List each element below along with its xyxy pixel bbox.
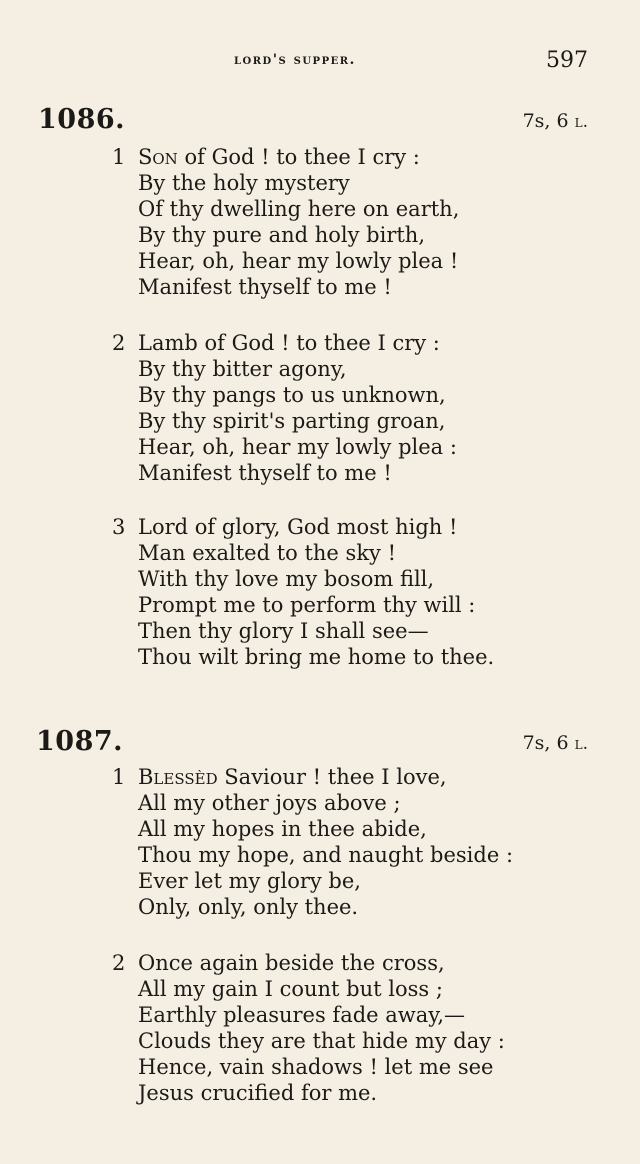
- verse-line: With thy love my bosom fill,: [138, 567, 435, 591]
- stanza: [112, 330, 572, 486]
- verse-line: Earthly pleasures fade away,—: [138, 1003, 466, 1027]
- verse-text: Once again beside the cross,: [138, 951, 445, 975]
- verse-text: Saviour ! thee I love,: [217, 765, 447, 789]
- verse-line: By thy spirit's parting groan,: [138, 409, 446, 433]
- verse-line: By thy pure and holy birth,: [138, 223, 426, 247]
- meter-unit: l.: [574, 112, 588, 132]
- hymn-meter: [523, 732, 588, 754]
- meter-count: 7s, 6: [522, 732, 569, 754]
- hymn-number: 1086.: [38, 104, 126, 135]
- stanza-number: 2: [112, 331, 126, 355]
- hymn-number: 1087.: [36, 726, 124, 757]
- stanza: [112, 764, 572, 920]
- stanza-number: 3: [112, 515, 126, 539]
- verse-line: All my gain I count but loss ;: [138, 977, 443, 1001]
- verse-line: Thou my hope, and naught beside :: [138, 843, 514, 867]
- verse-text: of God ! to thee I cry :: [177, 145, 420, 169]
- verse-line: By thy pangs to us unknown,: [138, 383, 446, 407]
- running-head: [0, 50, 640, 80]
- verse-line: Manifest thyself to me !: [138, 461, 392, 485]
- stanza-number: 1: [112, 145, 126, 169]
- verse-line: Prompt me to perform thy will :: [138, 593, 476, 617]
- meter-count: 7s, 6: [522, 110, 569, 132]
- verse-text: Lord of glory, God most high !: [138, 515, 458, 539]
- hymn-meter: [523, 110, 588, 132]
- stanza-number: 2: [112, 951, 126, 975]
- stanza: [112, 514, 572, 670]
- verse-line: Man exalted to the sky !: [138, 541, 397, 565]
- meter-unit: l.: [574, 734, 588, 754]
- verse-line: [112, 764, 572, 790]
- verse-line: Clouds they are that hide my day :: [138, 1029, 505, 1053]
- verse-line: All my other joys above ;: [138, 791, 401, 815]
- verse-line: Hear, oh, hear my lowly plea !: [138, 249, 459, 273]
- verse-line: Ever let my glory be,: [138, 869, 361, 893]
- verse-line: Only, only, only thee.: [138, 895, 359, 919]
- page-number: 597: [546, 48, 588, 73]
- stanza: [112, 950, 572, 1106]
- verse-line: Then thy glory I shall see—: [138, 619, 429, 643]
- stanza-number: 1: [112, 765, 126, 789]
- verse-line: By the holy mystery: [138, 171, 350, 195]
- verse-line: Hence, vain shadows ! let me see: [138, 1055, 494, 1079]
- verse-line: All my hopes in thee abide,: [138, 817, 427, 841]
- first-word: Blessèd: [138, 765, 218, 789]
- running-title: lord's supper.: [234, 52, 356, 68]
- verse-line: [112, 144, 572, 170]
- verse-text: Lamb of God ! to thee I cry :: [138, 331, 440, 355]
- stanza: [112, 144, 572, 300]
- verse-line: Manifest thyself to me !: [138, 275, 392, 299]
- first-word: Son: [138, 145, 178, 169]
- verse-line: [112, 950, 572, 976]
- verse-line: By thy bitter agony,: [138, 357, 347, 381]
- verse-line: [112, 330, 572, 356]
- verse-line: [112, 514, 572, 540]
- verse-line: Hear, oh, hear my lowly plea :: [138, 435, 457, 459]
- verse-line: Of thy dwelling here on earth,: [138, 197, 460, 221]
- verse-line: Thou wilt bring me home to thee.: [138, 645, 495, 669]
- verse-line: Jesus crucified for me.: [138, 1081, 378, 1105]
